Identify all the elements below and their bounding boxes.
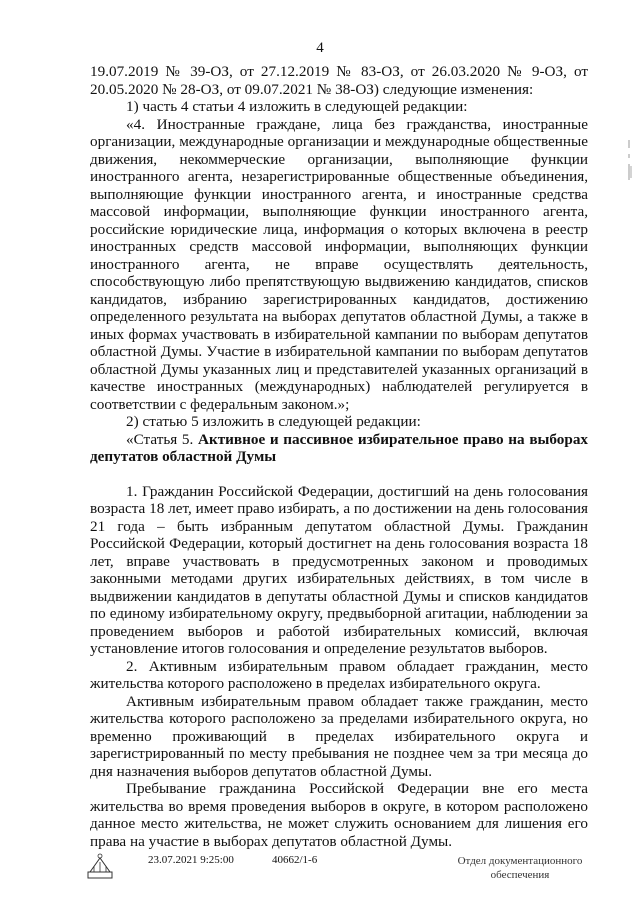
paragraph-article-4-text: «4. Иностранные граждане, лица без гражданства, иностранные организации, международные организации и международные общественные движения, некоммерческие организации, выполняющие функции иностранного агента, незарегистрированные общественные объединения, выполняющие функции иностранного агента, и иностранные средства массовой информации, выполняющие функции иностранного агента, российские юридические лица, информация о которых включена в реестр иностранных средств массовой информации, выполняющих функции иностранного агента, не вправе осуществлять деятельность, способствующую либо препятствующую выдвижению кандидатов, списков кандидатов, избранию зарегистрированных кандидатов, достижению определенного результата на выборах депутатов областной Думы, а также в иных формах участвовать в избирательной кампании по выборам депутатов областной Думы. Участие в избирательной кампании по выборам депутатов областной Думы указанных лиц и представителей указанных организаций в качестве иностранных (международных) наблюдателей регулируется в соответствии с федеральным законом.»; [90,115,588,413]
emblem-icon [84,852,116,882]
article-label: «Статья 5. [126,430,194,448]
scan-margin-marks [628,140,632,200]
footer-datetime: 23.07.2021 9:25:00 [148,854,234,866]
article-title: Активное и пассивное избирательное право на выборах депутатов областной Думы [90,430,589,465]
page-footer [0,852,640,902]
paragraph-part-2: 2. Активным избирательным правом обладает гражданин, место жительства которого расположено в пределах избирательного округа. [90,657,588,692]
paragraph-residence: Пребывание гражданина Российской Федерации вне его места жительства во время проведения выборов в округе, в котором расположено данное место жительства, не может служить основанием для лишения его права на участие в выборах депутатов областной Думы. [90,780,588,850]
article-heading [90,431,588,466]
footer-doc-number: 40662/1-6 [272,854,318,866]
paragraph-amendment-list: 19.07.2019 № 39-ОЗ, от 27.12.2019 № 83-ОЗ, от 26.03.2020 № 9-ОЗ, от 20.05.2020 № 28-ОЗ, от 09.07.2021 № 38-ОЗ) следующие изменения: [90,63,588,98]
page-number: 4 [316,40,324,56]
document-body [90,63,588,850]
footer-department-line1: Отдел документационного [457,855,583,867]
paragraph-part-2-continued: Активным избирательным правом обладает также гражданин, место жительства которого расположено за пределами избирательного округа, но временно проживающий в пределах избирательного округа и зарегистрированный по месту пребывания не позднее чем за три месяца до дня назначения выборов депутатов областной Думы. [90,692,588,780]
footer-department-line2: обеспечения [490,869,550,881]
paragraph-part-1: 1. Гражданин Российской Федерации, достигший на день голосования возраста 18 лет, имеет право избирать, а по достижении на день голосования 21 года – быть избранным депутатом областной Думы. Гражданин Российской Федерации, который достигнет на день голосования возраста 18 лет, вправе участвовать в предусмотренных законом и проводимых законными методами других избирательных действиях, в том числе в выдвижении кандидатов в депутаты областной Думы и списков кандидатов по единому избирательному округу, предвыборной агитации, наблюдении за проведением выборов и работой избирательных комиссий, включая установление итогов голосования и определение результатов выборов. [90,482,588,657]
paragraph-item-1: 1) часть 4 статьи 4 изложить в следующей редакции: [126,98,468,115]
footer-department [445,854,595,882]
paragraph-item-2: 2) статью 5 изложить в следующей редакции: [126,413,421,430]
